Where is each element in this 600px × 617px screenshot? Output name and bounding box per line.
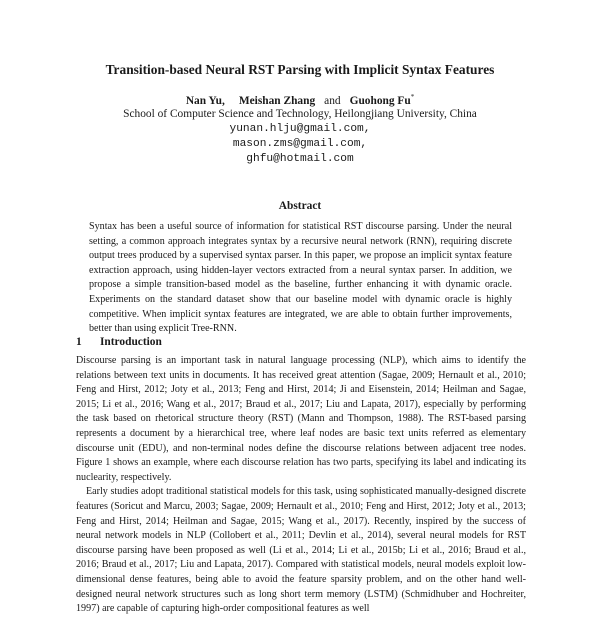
author-line	[0, 93, 600, 107]
paragraph: Discourse parsing is an important task in natural language processing (NLP), which aims to identify the relations between text units in documents. It has received great attention (Sagae, 2009; Hernault et al., 2010; Feng and Hirst, 2012; Joty et al., 2013; Feng and Hirst, 2014; Ji and Eisenstein, 2014; Heilman and Sagae, 2015; Li et al., 2016; Wang et al., 2017; Braud et al., 2017; Liu and Lapata, 2017), especially by performing the task based on rhetorical structure theory (RST) (Mann and Thompson, 1988). The RST-based parsing represents a document by a hierarchical tree, where leaf nodes are basic text units referred as elementary discourse unit (EDU), and non-terminal nodes define the discourse relations between adjacent tree nodes. Figure 1 shows an example, where each discourse relation has two parts, specifying its label and indicating its nuclearity, respectively.	[76, 355, 526, 483]
abstract-text: Syntax has been a useful source of information for statistical RST discourse parsing. Under the neural setting, a common approach integrates syntax by a recursive neural network (RNN), requiring discrete output trees produced by a supervised syntax parser. In this paper, we propose an implicit syntax feature extraction approach, using hidden-layer vectors extracted from a neural syntax parser. In addition, we propose a simple transition-based model as the baseline, further enhancing it with dynamic oracle. Experiments on the standard dataset show that our baseline model with dynamic oracle is highly competitive. When implicit syntax features are integrated, we are able to obtain further improvements, better than using explicit Tree-RNN.	[89, 221, 512, 335]
author-name: Nan Yu,	[185, 94, 225, 107]
author-email: mason.zms@gmail.com,	[232, 138, 368, 150]
author-affiliation: School of Computer Science and Technology, Heilongjiang University, China	[123, 108, 477, 120]
section-heading	[76, 336, 162, 348]
author-name: Guohong Fu	[349, 94, 411, 107]
section-title: Introduction	[100, 336, 162, 348]
abstract-heading: Abstract	[278, 200, 322, 212]
author-name: Meishan Zhang	[238, 94, 316, 107]
author-conjunction: and	[324, 94, 341, 107]
corresponding-author-mark: *	[410, 93, 415, 101]
paper-title: Transition-based Neural RST Parsing with Implicit Syntax Features	[105, 62, 495, 77]
author-email: yunan.hlju@gmail.com,	[229, 123, 371, 135]
author-email: ghfu@hotmail.com	[246, 153, 354, 165]
abstract-body	[89, 220, 512, 337]
section-number: 1	[76, 336, 82, 348]
paragraph: Early studies adopt traditional statistical models for this task, using sophisticated manually-designed discrete features (Soricut and Marcu, 2003; Sagae, 2009; Hernault et al., 2010; Feng and Hirst, 2012; Joty et al., 2013; Feng and Hirst, 2014; Heilman and Sagae, 2015; Wang et al., 2017). Recently, inspired by the success of neural network models in NLP (Collobert et al., 2011; Devlin et al., 2014), several neural models for RST discourse parsing have been proposed as well (Li et al., 2014; Li et al., 2015b; Li et al., 2016; Braud et al., 2016; Braud et al., 2017; Liu and Lapata, 2017). Compared with statistical models, neural models exploit low-dimensional dense features, being able to avoid the feature sparsity problem, and on the other hand well-designed neural network structures such as long short term memory (LSTM) (Schmidhuber and Hochreiter, 1997) are capable of capturing high-order compositional features as well	[76, 486, 526, 615]
section-body	[76, 354, 526, 617]
